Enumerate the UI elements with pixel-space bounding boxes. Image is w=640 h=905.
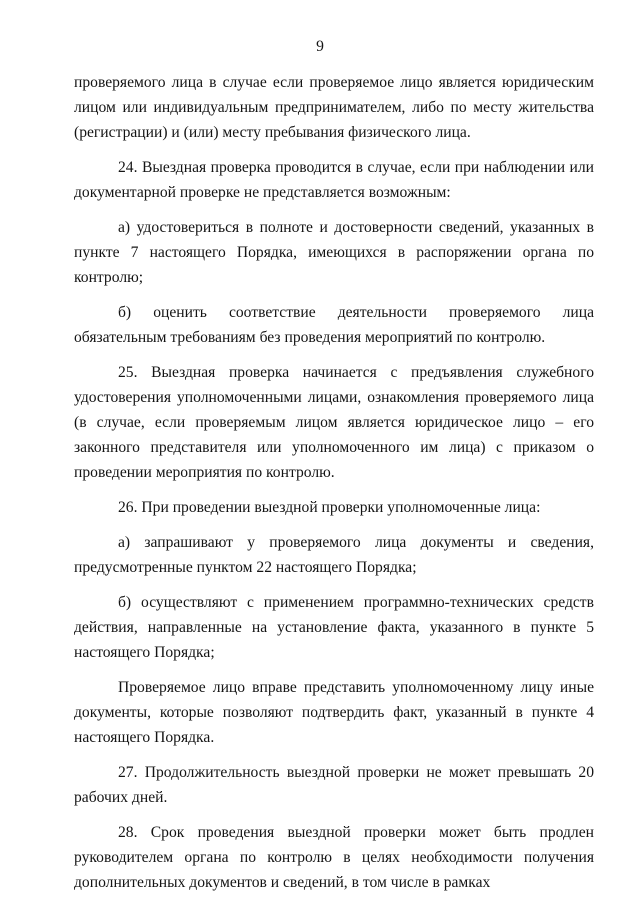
paragraph-item-24: 24. Выездная проверка проводится в случае, если при наблюдении или документарной проверке не представляется возможным: <box>74 159 594 201</box>
paragraph-item-28: 28. Срок проведения выездной проверки может быть продлен руководителем органа по контролю в целях необходимости получения дополнительных документов и сведений, в том числе в рамках <box>74 824 594 891</box>
paragraph-subitem-a: а) запрашивают у проверяемого лица документы и сведения, предусмотренные пунктом 22 настоящего Порядка; <box>74 534 594 576</box>
paragraph-continuation: проверяемого лица в случае если проверяемое лицо является юридическим лицом или индивидуальным предпринимателем, либо по месту жительства (регистрации) и (или) месту пребывания физического лица. <box>74 74 594 141</box>
paragraph-item-25: 25. Выездная проверка начинается с предъявления служебного удостоверения уполномоченными лицами, ознакомления проверяемого лица (в случае, если проверяемым лицом является юридическое лицо – его законного представителя или уполномоченного им лица) с приказом о проведении мероприятия по контролю. <box>74 364 594 481</box>
document-body <box>74 70 594 905</box>
paragraph-item-26: 26. При проведении выездной проверки уполномоченные лица: <box>118 499 541 516</box>
paragraph-item-27: 27. Продолжительность выездной проверки не может превышать 20 рабочих дней. <box>74 764 594 806</box>
paragraph-subitem-b: б) осуществляют с применением программно-технических средств действия, направленные на установление факта, указанного в пункте 5 настоящего Порядка; <box>74 594 594 661</box>
paragraph-note: Проверяемое лицо вправе представить уполномоченному лицу иные документы, которые позволяют подтвердить факт, указанный в пункте 4 настоящего Порядка. <box>74 679 594 746</box>
page-number: 9 <box>316 38 324 55</box>
paragraph-subitem-a: а) удостовериться в полноте и достоверности сведений, указанных в пункте 7 настоящего Порядка, имеющихся в распоряжении органа по контролю; <box>74 219 594 286</box>
paragraph-subitem-b: б) оценить соответствие деятельности проверяемого лица обязательным требованиям без проведения мероприятий по контролю. <box>74 304 594 346</box>
